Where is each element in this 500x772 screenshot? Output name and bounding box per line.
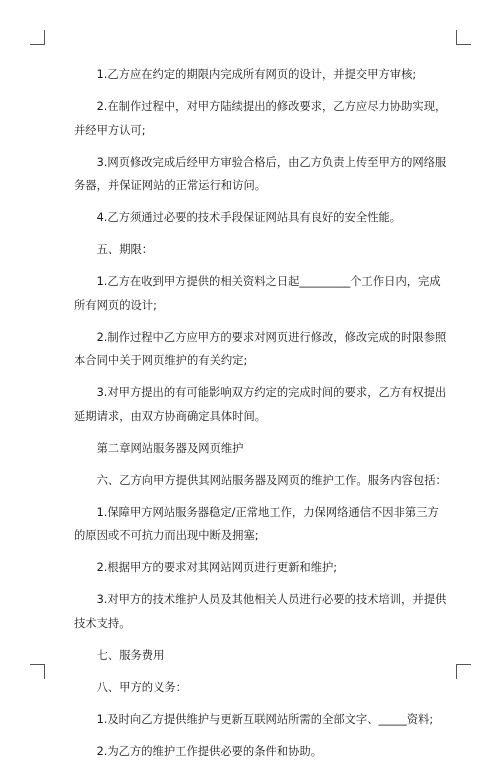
paragraph: 1.乙方在收到甲方提供的相关资料之日起_________个工作日内，完成所有网页的设计;	[74, 275, 441, 312]
crop-mark-top-left	[30, 30, 45, 45]
paragraph: 1.乙方应在约定的期限内完成所有网页的设计，并提交甲方审核;	[96, 68, 417, 81]
paragraph: 3.网页修改完成后经甲方审验合格后，由乙方负责上传至甲方的网络服务器，并保证网站的正常运行和访问。	[74, 155, 447, 193]
paragraph: 3.对甲方提出的有可能影响双方约定的完成时间的要求，乙方有权提出延期请求，由双方协商确定具体时间。	[74, 386, 447, 423]
section-heading: 五、期限：	[96, 243, 154, 257]
paragraph: 3.对甲方的技术维护人员及其他相关人员进行必要的技术培训，并提供技术支持。	[74, 593, 447, 630]
paragraph: 2.制作过程中乙方应甲方的要求对网页进行修改，修改完成的时限参照本合同中关于网页维护的有关约定;	[74, 330, 447, 368]
paragraph: 2.为乙方的维护工作提供必要的条件和协助。	[96, 744, 323, 758]
section-heading: 八、甲方的义务：	[96, 680, 187, 694]
paragraph: 1.及时向乙方提供维护与更新互联网站所需的全部文字、_____资料;	[96, 712, 434, 726]
paragraph: 2.在制作过程中，对甲方陆续提出的修改要求，乙方应尽力协助实现，并经甲方认可;	[74, 99, 447, 137]
section-heading: 七、服务费用	[96, 648, 165, 662]
paragraph: 4.乙方须通过必要的技术手段保证网站具有良好的安全性能。	[96, 211, 402, 225]
paragraph: 1.保障甲方网站服务器稳定/正常地工作，力保网络通信不因非第三方的原因或不可抗力而出现中断及拥塞;	[74, 505, 439, 543]
document-body	[74, 63, 448, 772]
crop-mark-bottom-right	[456, 664, 471, 679]
section-heading: 六、乙方向甲方提供其网站服务器及网页的维护工作。服务内容包括：	[96, 473, 447, 487]
crop-mark-bottom-left	[30, 664, 45, 679]
crop-mark-top-right	[456, 30, 471, 45]
paragraph: 2.根据甲方的要求对其网站网页进行更新和维护;	[96, 561, 338, 575]
chapter-heading: 第二章网站服务器及网页维护	[96, 441, 244, 455]
